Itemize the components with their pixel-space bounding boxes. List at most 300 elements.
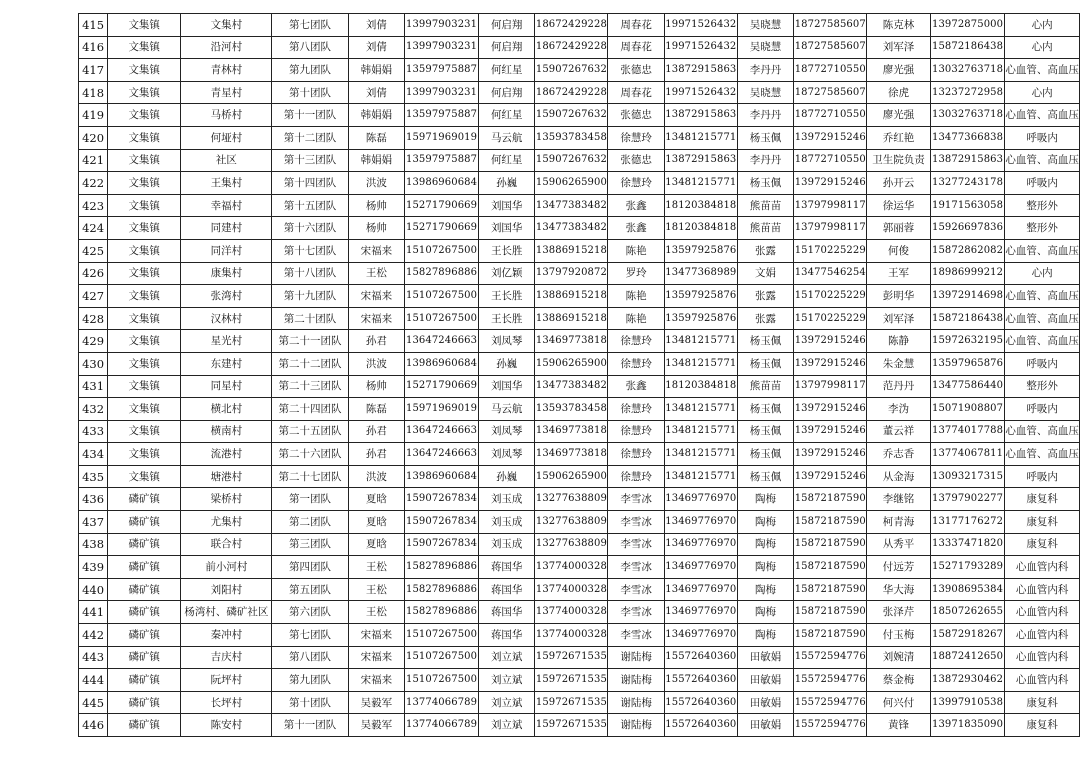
nurse-phone-cell: 13972915246 — [794, 465, 867, 488]
specialist-cell: 蒋国华 — [478, 624, 535, 647]
specialist-phone-cell: 15972671535 — [535, 691, 608, 714]
doctor-phone-cell: 13469776970 — [664, 624, 737, 647]
town-cell: 文集镇 — [108, 59, 181, 82]
team-leader-phone-cell: 15827896886 — [405, 601, 479, 624]
village-cell: 陈安村 — [181, 714, 272, 737]
specialist-cell: 刘立斌 — [478, 714, 535, 737]
town-cell: 文集镇 — [108, 126, 181, 149]
department-cell: 呼吸内 — [1005, 172, 1080, 195]
village-cell: 长坪村 — [181, 691, 272, 714]
doctor-cell: 徐慧玲 — [608, 352, 665, 375]
nurse-cell: 李丹丹 — [737, 59, 794, 82]
department-cell: 康复科 — [1005, 533, 1080, 556]
contact-person-cell: 从金海 — [867, 465, 931, 488]
team-leader-phone-cell: 13597975887 — [405, 149, 479, 172]
nurse-phone-cell: 15572594776 — [794, 714, 867, 737]
nurse-cell: 吴晓慧 — [737, 14, 794, 37]
town-cell: 文集镇 — [108, 465, 181, 488]
specialist-cell: 蒋国华 — [478, 601, 535, 624]
contact-phone-cell: 13774067811 — [930, 443, 1005, 466]
specialist-cell: 王长胜 — [478, 307, 535, 330]
specialist-cell: 刘立斌 — [478, 669, 535, 692]
contact-phone-cell: 13797902277 — [930, 488, 1005, 511]
contact-phone-cell: 18986999212 — [930, 262, 1005, 285]
specialist-cell: 刘立斌 — [478, 691, 535, 714]
row-number-cell: 444 — [79, 669, 108, 692]
team-cell: 第十六团队 — [272, 217, 348, 240]
specialist-cell: 刘玉成 — [478, 533, 535, 556]
specialist-cell: 孙巍 — [478, 172, 535, 195]
doctor-phone-cell: 18120384818 — [664, 194, 737, 217]
doctor-phone-cell: 13481215771 — [664, 420, 737, 443]
team-leader-cell: 宋福来 — [348, 307, 405, 330]
department-cell: 心血管内科 — [1005, 646, 1080, 669]
team-cell: 第十八团队 — [272, 262, 348, 285]
village-cell: 何垭村 — [181, 126, 272, 149]
table-row — [79, 669, 1080, 692]
doctor-cell: 陈艳 — [608, 239, 665, 262]
doctor-phone-cell: 13469776970 — [664, 556, 737, 579]
nurse-phone-cell: 15572594776 — [794, 691, 867, 714]
team-leader-cell: 夏晗 — [348, 533, 405, 556]
row-number-cell: 428 — [79, 307, 108, 330]
doctor-cell: 徐慧玲 — [608, 420, 665, 443]
village-cell: 同星村 — [181, 375, 272, 398]
contact-phone-cell: 15071908807 — [930, 398, 1005, 421]
village-cell: 幸福村 — [181, 194, 272, 217]
table-row — [79, 624, 1080, 647]
contact-person-cell: 张泽芹 — [867, 601, 931, 624]
contact-person-cell: 徐虎 — [867, 81, 931, 104]
team-leader-cell: 吴毅军 — [348, 691, 405, 714]
row-number-cell: 430 — [79, 352, 108, 375]
team-cell: 第二十三团队 — [272, 375, 348, 398]
contact-person-cell: 董云祥 — [867, 420, 931, 443]
nurse-cell: 陶梅 — [737, 578, 794, 601]
team-leader-cell: 洪波 — [348, 465, 405, 488]
doctor-phone-cell: 13481215771 — [664, 330, 737, 353]
town-cell: 文集镇 — [108, 262, 181, 285]
doctor-phone-cell: 13481215771 — [664, 172, 737, 195]
row-number-cell: 446 — [79, 714, 108, 737]
doctor-cell: 周春花 — [608, 36, 665, 59]
specialist-phone-cell: 13477383482 — [535, 194, 608, 217]
nurse-phone-cell: 15872187590 — [794, 488, 867, 511]
contact-person-cell: 刘婉清 — [867, 646, 931, 669]
village-cell: 梁桥村 — [181, 488, 272, 511]
contact-phone-cell: 13032763718 — [930, 104, 1005, 127]
doctor-phone-cell: 19971526432 — [664, 81, 737, 104]
specialist-cell: 何红星 — [478, 104, 535, 127]
nurse-cell: 陶梅 — [737, 488, 794, 511]
specialist-phone-cell: 15972671535 — [535, 714, 608, 737]
team-cell: 第十二团队 — [272, 126, 348, 149]
village-cell: 刘阳村 — [181, 578, 272, 601]
contact-phone-cell: 13872930462 — [930, 669, 1005, 692]
specialist-cell: 刘凤琴 — [478, 443, 535, 466]
department-cell: 心内 — [1005, 14, 1080, 37]
doctor-cell: 谢陆梅 — [608, 646, 665, 669]
table-row — [79, 511, 1080, 534]
nurse-phone-cell: 15872187590 — [794, 511, 867, 534]
nurse-cell: 杨玉佩 — [737, 172, 794, 195]
nurse-cell: 李丹丹 — [737, 104, 794, 127]
contact-phone-cell: 15972632195 — [930, 330, 1005, 353]
contact-person-cell: 朱金慧 — [867, 352, 931, 375]
specialist-cell: 刘国华 — [478, 194, 535, 217]
team-cell: 第八团队 — [272, 36, 348, 59]
doctor-phone-cell: 13597925876 — [664, 285, 737, 308]
row-number-cell: 438 — [79, 533, 108, 556]
team-cell: 第十五团队 — [272, 194, 348, 217]
nurse-phone-cell: 18772710550 — [794, 149, 867, 172]
department-cell: 呼吸内 — [1005, 398, 1080, 421]
row-number-cell: 420 — [79, 126, 108, 149]
row-number-cell: 425 — [79, 239, 108, 262]
team-leader-phone-cell: 15971969019 — [405, 398, 479, 421]
table-row — [79, 36, 1080, 59]
table-row — [79, 578, 1080, 601]
nurse-phone-cell: 15872187590 — [794, 533, 867, 556]
specialist-phone-cell: 13477383482 — [535, 375, 608, 398]
department-cell: 心血管、高血压 — [1005, 59, 1080, 82]
village-cell: 横南村 — [181, 420, 272, 443]
town-cell: 文集镇 — [108, 420, 181, 443]
team-cell: 第十三团队 — [272, 149, 348, 172]
team-cell: 第七团队 — [272, 624, 348, 647]
team-leader-cell: 刘倩 — [348, 81, 405, 104]
town-cell: 磷矿镇 — [108, 511, 181, 534]
table-row — [79, 81, 1080, 104]
town-cell: 磷矿镇 — [108, 601, 181, 624]
team-leader-phone-cell: 13986960684 — [405, 352, 479, 375]
town-cell: 磷矿镇 — [108, 714, 181, 737]
nurse-phone-cell: 13972915246 — [794, 443, 867, 466]
town-cell: 文集镇 — [108, 398, 181, 421]
contact-person-cell: 何兴付 — [867, 691, 931, 714]
department-cell: 心血管、高血压 — [1005, 443, 1080, 466]
nurse-cell: 熊苗苗 — [737, 217, 794, 240]
team-cell: 第十四团队 — [272, 172, 348, 195]
contact-phone-cell: 13477366838 — [930, 126, 1005, 149]
contact-person-cell: 陈克林 — [867, 14, 931, 37]
nurse-cell: 熊苗苗 — [737, 375, 794, 398]
team-leader-phone-cell: 13986960684 — [405, 172, 479, 195]
village-cell: 前小河村 — [181, 556, 272, 579]
table-row — [79, 601, 1080, 624]
contact-person-cell: 从秀平 — [867, 533, 931, 556]
contact-phone-cell: 15872186438 — [930, 36, 1005, 59]
town-cell: 磷矿镇 — [108, 556, 181, 579]
doctor-phone-cell: 13872915863 — [664, 104, 737, 127]
team-cell: 第九团队 — [272, 669, 348, 692]
contact-person-cell: 徐运华 — [867, 194, 931, 217]
village-cell: 流港村 — [181, 443, 272, 466]
table-row — [79, 262, 1080, 285]
nurse-cell: 陶梅 — [737, 556, 794, 579]
specialist-cell: 刘国华 — [478, 217, 535, 240]
team-leader-phone-cell: 13774066789 — [405, 691, 479, 714]
team-leader-phone-cell: 15907267834 — [405, 488, 479, 511]
specialist-phone-cell: 13886915218 — [535, 285, 608, 308]
team-cell: 第九团队 — [272, 59, 348, 82]
specialist-cell: 刘玉成 — [478, 511, 535, 534]
doctor-phone-cell: 13481215771 — [664, 126, 737, 149]
department-cell: 心血管、高血压 — [1005, 285, 1080, 308]
nurse-phone-cell: 18772710550 — [794, 104, 867, 127]
team-leader-cell: 洪波 — [348, 352, 405, 375]
nurse-phone-cell: 13972915246 — [794, 126, 867, 149]
department-cell: 康复科 — [1005, 511, 1080, 534]
contact-person-cell: 王军 — [867, 262, 931, 285]
table-row — [79, 330, 1080, 353]
contact-phone-cell: 15872918267 — [930, 624, 1005, 647]
doctor-cell: 张鑫 — [608, 375, 665, 398]
specialist-phone-cell: 15972671535 — [535, 646, 608, 669]
specialist-phone-cell: 15907267632 — [535, 104, 608, 127]
team-leader-phone-cell: 13647246663 — [405, 443, 479, 466]
specialist-phone-cell: 15972671535 — [535, 669, 608, 692]
department-cell: 整形外 — [1005, 217, 1080, 240]
doctor-phone-cell: 18120384818 — [664, 375, 737, 398]
nurse-phone-cell: 18727585607 — [794, 36, 867, 59]
nurse-phone-cell: 13477546254 — [794, 262, 867, 285]
town-cell: 文集镇 — [108, 239, 181, 262]
row-number-cell: 426 — [79, 262, 108, 285]
village-cell: 王集村 — [181, 172, 272, 195]
specialist-phone-cell: 13774000328 — [535, 624, 608, 647]
village-cell: 东建村 — [181, 352, 272, 375]
town-cell: 文集镇 — [108, 375, 181, 398]
doctor-cell: 徐慧玲 — [608, 172, 665, 195]
specialist-phone-cell: 13886915218 — [535, 307, 608, 330]
table-row — [79, 126, 1080, 149]
department-cell: 心血管、高血压 — [1005, 239, 1080, 262]
village-cell: 杨湾村、磷矿社区 — [181, 601, 272, 624]
doctor-cell: 张德忠 — [608, 59, 665, 82]
row-number-cell: 435 — [79, 465, 108, 488]
team-leader-phone-cell: 15827896886 — [405, 556, 479, 579]
row-number-cell: 423 — [79, 194, 108, 217]
specialist-cell: 何红星 — [478, 59, 535, 82]
doctor-phone-cell: 13477368989 — [664, 262, 737, 285]
doctor-phone-cell: 13481215771 — [664, 465, 737, 488]
team-cell: 第二团队 — [272, 511, 348, 534]
specialist-cell: 刘凤琴 — [478, 420, 535, 443]
doctor-cell: 李雪冰 — [608, 578, 665, 601]
department-cell: 康复科 — [1005, 691, 1080, 714]
nurse-cell: 李丹丹 — [737, 149, 794, 172]
nurse-cell: 陶梅 — [737, 511, 794, 534]
contact-person-cell: 华大海 — [867, 578, 931, 601]
nurse-cell: 杨玉佩 — [737, 420, 794, 443]
team-leader-phone-cell: 13997903231 — [405, 81, 479, 104]
specialist-phone-cell: 13593783458 — [535, 398, 608, 421]
team-leader-phone-cell: 13774066789 — [405, 714, 479, 737]
specialist-phone-cell: 13469773818 — [535, 420, 608, 443]
team-leader-phone-cell: 15271790669 — [405, 375, 479, 398]
specialist-phone-cell: 18672429228 — [535, 81, 608, 104]
department-cell: 心血管、高血压 — [1005, 420, 1080, 443]
team-cell: 第二十团队 — [272, 307, 348, 330]
row-number-cell: 445 — [79, 691, 108, 714]
nurse-cell: 田敏娟 — [737, 691, 794, 714]
nurse-phone-cell: 15572594776 — [794, 669, 867, 692]
row-number-cell: 439 — [79, 556, 108, 579]
team-leader-cell: 孙君 — [348, 330, 405, 353]
team-leader-phone-cell: 15107267500 — [405, 669, 479, 692]
department-cell: 心内 — [1005, 262, 1080, 285]
contact-phone-cell: 13477586440 — [930, 375, 1005, 398]
team-leader-phone-cell: 15271790669 — [405, 217, 479, 240]
row-number-cell: 442 — [79, 624, 108, 647]
department-cell: 心内 — [1005, 81, 1080, 104]
team-leader-cell: 杨帅 — [348, 194, 405, 217]
row-number-cell: 436 — [79, 488, 108, 511]
specialist-phone-cell: 13774000328 — [535, 601, 608, 624]
contact-person-cell: 陈静 — [867, 330, 931, 353]
specialist-cell: 刘凤琴 — [478, 330, 535, 353]
department-cell: 心血管内科 — [1005, 578, 1080, 601]
town-cell: 文集镇 — [108, 104, 181, 127]
row-number-cell: 441 — [79, 601, 108, 624]
doctor-cell: 陈艳 — [608, 307, 665, 330]
team-cell: 第二十一团队 — [272, 330, 348, 353]
department-cell: 心内 — [1005, 36, 1080, 59]
contact-person-cell: 李沩 — [867, 398, 931, 421]
doctor-cell: 周春花 — [608, 81, 665, 104]
village-cell: 沿河村 — [181, 36, 272, 59]
doctor-cell: 张鑫 — [608, 217, 665, 240]
department-cell: 心血管内科 — [1005, 624, 1080, 647]
team-leader-phone-cell: 15107267500 — [405, 285, 479, 308]
doctor-cell: 李雪冰 — [608, 556, 665, 579]
nurse-phone-cell: 15872187590 — [794, 624, 867, 647]
nurse-phone-cell: 13972915246 — [794, 172, 867, 195]
team-cell: 第七团队 — [272, 14, 348, 37]
row-number-cell: 424 — [79, 217, 108, 240]
team-cell: 第六团队 — [272, 601, 348, 624]
contact-person-cell: 彭明华 — [867, 285, 931, 308]
table-row — [79, 217, 1080, 240]
specialist-phone-cell: 15906265900 — [535, 352, 608, 375]
contact-phone-cell: 13177176272 — [930, 511, 1005, 534]
table-row — [79, 646, 1080, 669]
town-cell: 文集镇 — [108, 352, 181, 375]
roster-table — [78, 13, 1080, 737]
town-cell: 文集镇 — [108, 36, 181, 59]
specialist-phone-cell: 13593783458 — [535, 126, 608, 149]
team-leader-phone-cell: 13647246663 — [405, 330, 479, 353]
team-cell: 第四团队 — [272, 556, 348, 579]
town-cell: 文集镇 — [108, 194, 181, 217]
team-leader-cell: 吴毅军 — [348, 714, 405, 737]
doctor-phone-cell: 13469776970 — [664, 601, 737, 624]
contact-person-cell: 黄锋 — [867, 714, 931, 737]
nurse-phone-cell: 15872187590 — [794, 578, 867, 601]
nurse-phone-cell: 18772710550 — [794, 59, 867, 82]
town-cell: 文集镇 — [108, 307, 181, 330]
nurse-phone-cell: 13797998117 — [794, 375, 867, 398]
nurse-phone-cell: 15872187590 — [794, 556, 867, 579]
nurse-phone-cell: 15170225229 — [794, 307, 867, 330]
contact-person-cell: 乔志香 — [867, 443, 931, 466]
specialist-cell: 马云航 — [478, 126, 535, 149]
team-leader-cell: 宋福来 — [348, 646, 405, 669]
team-leader-cell: 宋福来 — [348, 669, 405, 692]
team-leader-phone-cell: 15107267500 — [405, 646, 479, 669]
village-cell: 张湾村 — [181, 285, 272, 308]
specialist-cell: 蒋国华 — [478, 556, 535, 579]
nurse-cell: 杨玉佩 — [737, 330, 794, 353]
row-number-cell: 443 — [79, 646, 108, 669]
department-cell: 呼吸内 — [1005, 465, 1080, 488]
nurse-cell: 杨玉佩 — [737, 443, 794, 466]
team-cell: 第二十二团队 — [272, 352, 348, 375]
village-cell: 同建村 — [181, 217, 272, 240]
nurse-phone-cell: 18727585607 — [794, 81, 867, 104]
contact-person-cell: 孙开云 — [867, 172, 931, 195]
doctor-phone-cell: 18120384818 — [664, 217, 737, 240]
town-cell: 文集镇 — [108, 172, 181, 195]
contact-person-cell: 廖光强 — [867, 104, 931, 127]
town-cell: 文集镇 — [108, 14, 181, 37]
nurse-phone-cell: 15170225229 — [794, 239, 867, 262]
specialist-phone-cell: 15907267632 — [535, 149, 608, 172]
team-leader-cell: 王松 — [348, 578, 405, 601]
doctor-phone-cell: 13597925876 — [664, 307, 737, 330]
department-cell: 呼吸内 — [1005, 352, 1080, 375]
row-number-cell: 418 — [79, 81, 108, 104]
department-cell: 心血管内科 — [1005, 556, 1080, 579]
team-leader-cell: 韩娟娟 — [348, 104, 405, 127]
village-cell: 文集村 — [181, 14, 272, 37]
row-number-cell: 422 — [79, 172, 108, 195]
contact-phone-cell: 18507262655 — [930, 601, 1005, 624]
specialist-cell: 何启翔 — [478, 36, 535, 59]
department-cell: 心血管、高血压 — [1005, 149, 1080, 172]
specialist-phone-cell: 13277638809 — [535, 488, 608, 511]
table-row — [79, 104, 1080, 127]
contact-phone-cell: 19171563058 — [930, 194, 1005, 217]
town-cell: 磷矿镇 — [108, 624, 181, 647]
village-cell: 秦冲村 — [181, 624, 272, 647]
village-cell: 马桥村 — [181, 104, 272, 127]
village-cell: 同洋村 — [181, 239, 272, 262]
nurse-phone-cell: 18727585607 — [794, 14, 867, 37]
doctor-cell: 罗玲 — [608, 262, 665, 285]
team-cell: 第十团队 — [272, 81, 348, 104]
contact-phone-cell: 13997910538 — [930, 691, 1005, 714]
contact-person-cell: 郭丽蓉 — [867, 217, 931, 240]
village-cell: 尤集村 — [181, 511, 272, 534]
table-row — [79, 420, 1080, 443]
doctor-cell: 李雪冰 — [608, 601, 665, 624]
table-row — [79, 59, 1080, 82]
specialist-cell: 刘玉成 — [478, 488, 535, 511]
team-leader-cell: 杨帅 — [348, 375, 405, 398]
team-leader-phone-cell: 15107267500 — [405, 624, 479, 647]
row-number-cell: 433 — [79, 420, 108, 443]
doctor-phone-cell: 19971526432 — [664, 14, 737, 37]
nurse-cell: 田敏娟 — [737, 714, 794, 737]
table-row — [79, 556, 1080, 579]
row-number-cell: 416 — [79, 36, 108, 59]
table-row — [79, 465, 1080, 488]
doctor-cell: 徐慧玲 — [608, 465, 665, 488]
nurse-cell: 文娟 — [737, 262, 794, 285]
specialist-phone-cell: 13797920872 — [535, 262, 608, 285]
